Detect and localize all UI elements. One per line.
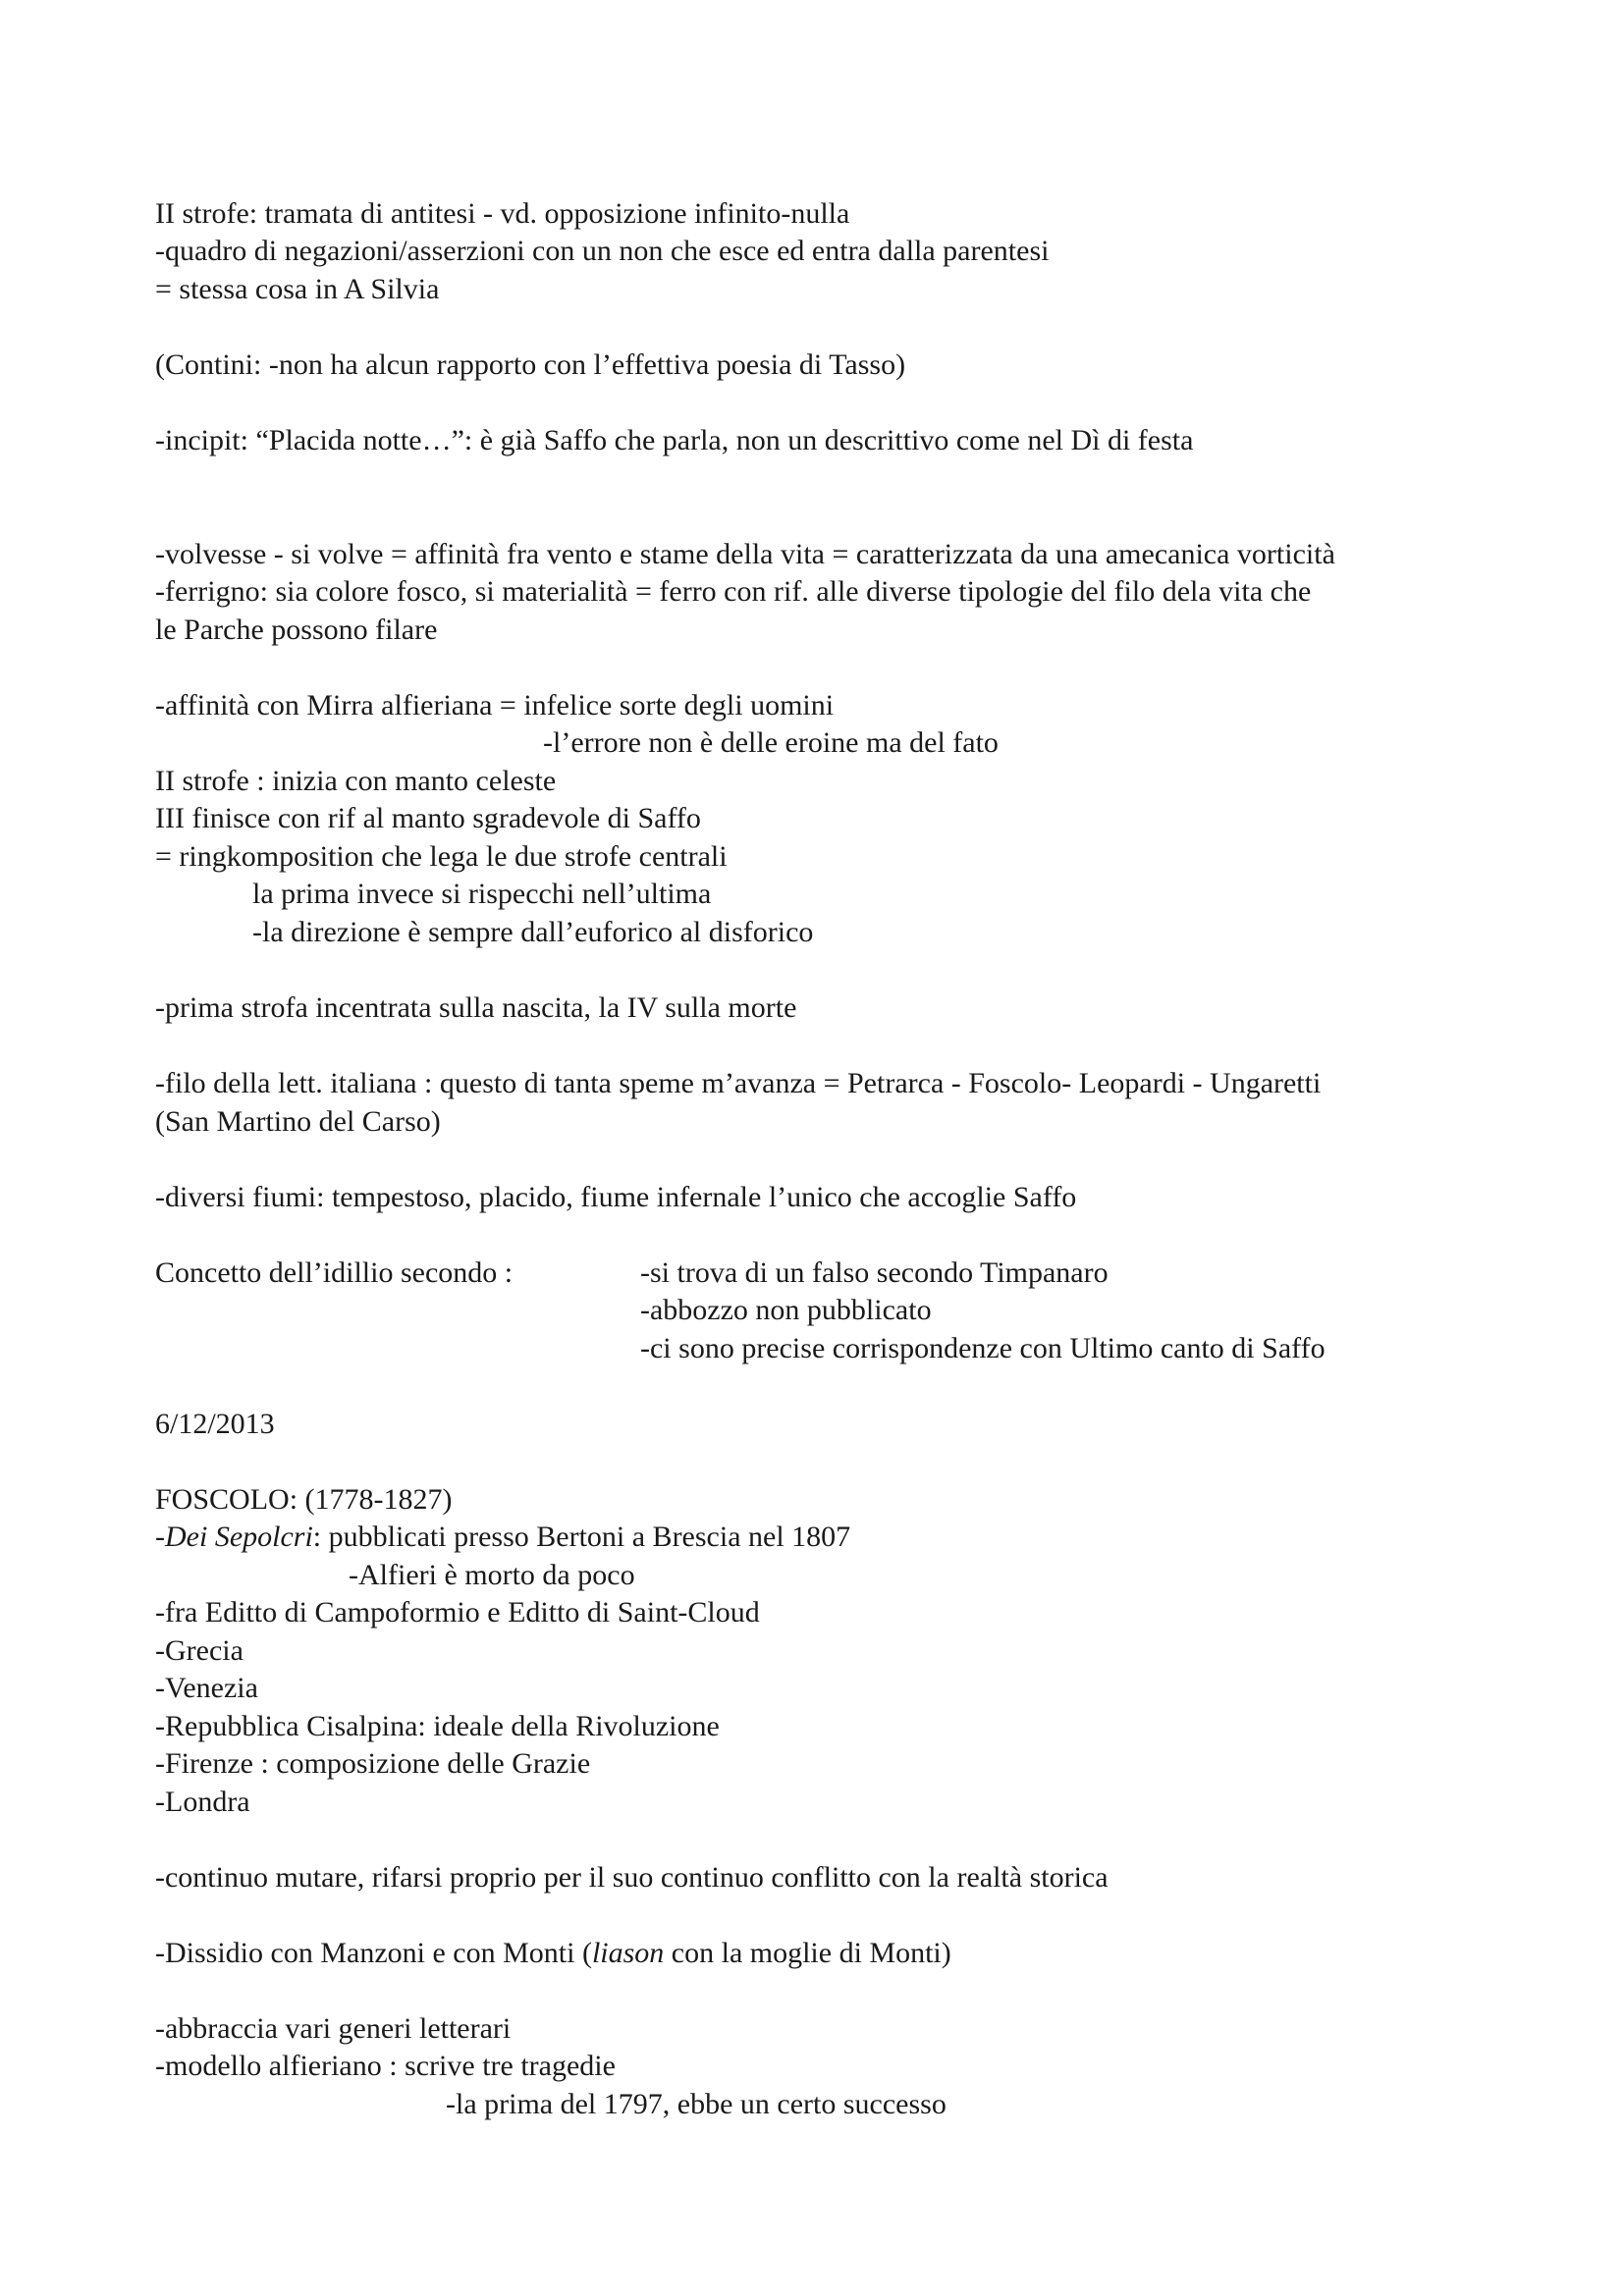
text-line: -continuo mutare, rifarsi proprio per il suo continuo conflitto con la realtà storica — [155, 1861, 1109, 1894]
text-line: -ci sono precise corrispondenze con Ultimo canto di Saffo — [640, 1332, 1325, 1364]
text-line — [155, 1935, 951, 1972]
text-line: -quadro di negazioni/asserzioni con un non che esce ed entra dalla parentesi — [155, 235, 1050, 267]
text-line: -Repubblica Cisalpina: ideale della Rivoluzione — [155, 1710, 720, 1742]
text-line: FOSCOLO: (1778-1827) — [155, 1483, 453, 1516]
text-line: -Londra — [155, 1786, 250, 1818]
text-line: = ringkomposition che lega le due strofe centrali — [155, 840, 728, 873]
text-line: la prima invece si rispecchi nell’ultima — [252, 878, 712, 910]
italic-title: Dei Sepolcri — [165, 1521, 313, 1553]
text-line: (Contini: -non ha alcun rapporto con l’effettiva poesia di Tasso) — [155, 348, 906, 381]
text-line: -la direzione è sempre dall’euforico al disforico — [252, 916, 814, 948]
italic-word: liason — [591, 1937, 665, 1969]
text-line: -abbraccia vari generi letterari — [155, 2012, 512, 2045]
text-line: = stessa cosa in A Silvia — [155, 273, 440, 305]
text-line — [155, 1519, 850, 1556]
text-line: -Venezia — [155, 1672, 258, 1704]
text-line: -affinità con Mirra alfieriana = infelice sorte degli uomini — [155, 689, 835, 721]
text-line: -abbozzo non pubblicato — [640, 1294, 932, 1326]
text-line: -fra Editto di Campoformio e Editto di Saint-Cloud — [155, 1596, 760, 1629]
text-line: 6/12/2013 — [155, 1408, 275, 1440]
text-line: -incipit: “Placida notte…”: è già Saffo che parla, non un descrittivo come nel Dì di festa — [155, 424, 1194, 456]
text-line: -prima strofa incentrata sulla nascita, la IV sulla morte — [155, 991, 797, 1024]
text-line: -Alfieri è morto da poco — [349, 1559, 635, 1591]
text-line: -filo della lett. italiana : questo di tanta speme m’avanza = Petrarca - Foscolo- Leopardi - Ungaretti — [155, 1067, 1322, 1099]
text-line: -modello alfieriano : scrive tre tragedie — [155, 2050, 616, 2082]
text-line: -diversi fiumi: tempestoso, placido, fiume infernale l’unico che accoglie Saffo — [155, 1181, 1077, 1213]
text-line: -Grecia — [155, 1634, 243, 1667]
text-line: -si trova di un falso secondo Timpanaro — [640, 1256, 1109, 1289]
text-line: Concetto dell’idillio secondo : — [155, 1256, 514, 1289]
text-line: II strofe : inizia con manto celeste — [155, 765, 557, 797]
text-line: II strofe: tramata di antitesi - vd. opposizione infinito-nulla — [155, 197, 850, 230]
text-line: -Firenze : composizione delle Grazie — [155, 1747, 591, 1780]
text-run: -Dissidio con Manzoni e con Monti ( — [155, 1937, 592, 1969]
text-run: - — [155, 1521, 165, 1553]
text-line: -volvesse - si volve = affinità fra vento e stame della vita = caratterizzata da una amecanica vorticità — [155, 538, 1335, 570]
text-line: -l’errore non è delle eroine ma del fato — [543, 726, 999, 759]
text-run: con la moglie di Monti) — [664, 1937, 951, 1969]
text-run: : pubblicati presso Bertoni a Brescia nel 1807 — [312, 1521, 851, 1553]
text-line: -la prima del 1797, ebbe un certo successo — [446, 2088, 947, 2120]
text-line: (San Martino del Carso) — [155, 1105, 441, 1138]
text-line: III finisce con rif al manto sgradevole di Saffo — [155, 802, 701, 834]
text-line: le Parche possono filare — [155, 614, 438, 646]
text-line: -ferrigno: sia colore fosco, si materialità = ferro con rif. alle diverse tipologie del filo dela vita che — [155, 575, 1312, 608]
